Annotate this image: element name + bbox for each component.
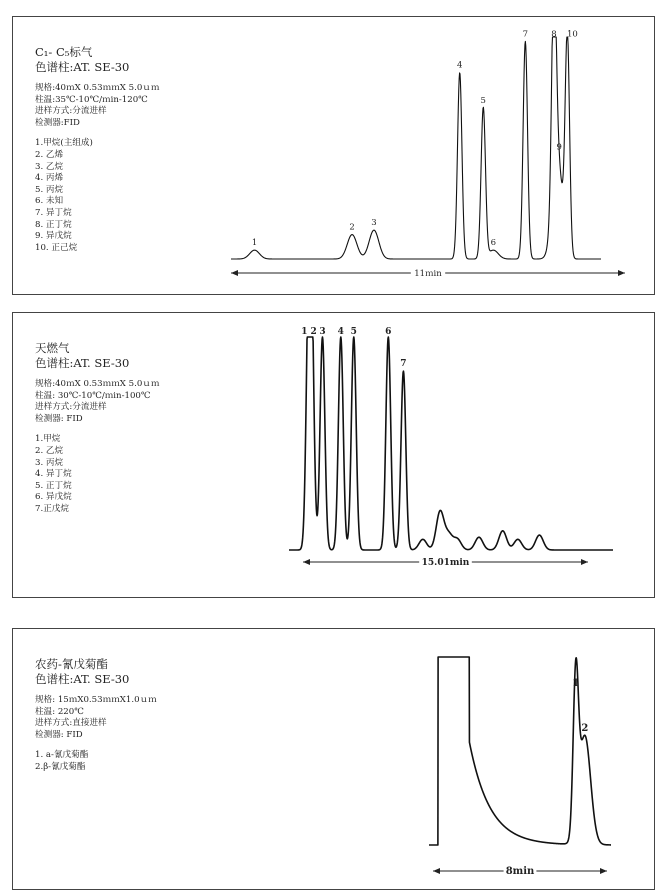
- panel-title: 天燃气: [35, 341, 70, 355]
- axis-arrow-left: [231, 270, 238, 276]
- chromatogram-chart-2: [13, 313, 656, 599]
- component-item: 6. 异戊烷: [35, 492, 72, 503]
- component-item: 5. 正丁烷: [35, 480, 72, 491]
- axis-arrow-right: [581, 559, 588, 565]
- spec-injection: 进样方式:直接进样: [35, 718, 107, 729]
- peak-label: 1: [301, 327, 308, 337]
- peak-label: 3: [319, 327, 326, 337]
- chromatogram-panel-c1-c5: [12, 16, 655, 295]
- peak-label: 10: [566, 29, 578, 40]
- component-item: 4. 丙烯: [35, 173, 64, 184]
- peak-label: 3: [371, 218, 377, 229]
- peak-label: 2: [349, 222, 355, 233]
- component-item: 8. 正丁烷: [35, 219, 72, 230]
- axis-arrow-left: [433, 868, 440, 874]
- component-item: 3. 乙烷: [35, 161, 64, 172]
- spec-injection: 进样方式:分流进样: [35, 106, 107, 117]
- peak-label: 4: [457, 60, 463, 71]
- spec-detector: 检测器:FID: [35, 117, 80, 128]
- time-axis-label: 11ｍin: [414, 269, 442, 279]
- peak-label: 5: [350, 327, 357, 337]
- column-label: 色谱柱:AT. SE-30: [35, 672, 130, 686]
- component-item: 1.甲烷(主组成): [35, 138, 93, 149]
- chromatogram-chart-1: [13, 17, 656, 296]
- component-item: 2. 乙烯: [35, 149, 64, 160]
- spec-detector: 检测器: FID: [35, 413, 83, 424]
- component-item: 10. 正己烷: [35, 242, 78, 253]
- chromatogram-trace: [429, 657, 611, 845]
- component-item: 5. 丙烷: [35, 184, 64, 195]
- component-item: 9. 异戊烷: [35, 231, 72, 242]
- peak-label: 5: [480, 96, 486, 107]
- peak-label: 1: [251, 238, 258, 249]
- spec-size: 规格:40ｍX 0.53ｍｍX 5.0ｕｍ: [35, 83, 160, 93]
- peak-label: 2: [310, 327, 317, 337]
- peak-label: 6: [385, 327, 392, 337]
- panel-title: 农药-氰戊菊酯: [35, 657, 108, 671]
- axis-arrow-right: [600, 868, 607, 874]
- component-item: 4. 异丁烷: [35, 469, 72, 480]
- spec-temperature: 柱温:35℃-10℃/ｍin-120℃: [35, 94, 148, 105]
- component-item: 7. 异丁烷: [35, 207, 72, 218]
- component-item: 1.甲烷: [35, 434, 61, 445]
- chromatogram-trace: [231, 37, 601, 259]
- chromatogram-panel-fenvalerate: [12, 628, 655, 890]
- chromatogram-panel-natural-gas: [12, 312, 655, 598]
- peak-label: 1: [572, 677, 580, 689]
- component-item: 2.β-氰戊菊酯: [35, 761, 86, 772]
- spec-detector: 检测器: FID: [35, 729, 83, 740]
- axis-arrow-left: [303, 559, 310, 565]
- spec-size: 规格: 15ｍX0.53ｍｍX1.0ｕｍ: [35, 695, 157, 705]
- time-axis-label: 8min: [505, 866, 535, 877]
- component-item: 2. 乙烷: [35, 445, 64, 456]
- component-item: 1. a-氰戊菊酯: [35, 750, 89, 761]
- peak-label: 4: [337, 327, 344, 337]
- spec-temperature: 柱温: 30℃-10℃/ｍin-100℃: [35, 390, 151, 401]
- spec-injection: 进样方式:分流进样: [35, 402, 107, 413]
- panel-title: C₁- C₅标气: [35, 45, 93, 59]
- peak-label: 7: [400, 359, 407, 370]
- axis-arrow-right: [618, 270, 625, 276]
- peak-label: 9: [556, 142, 562, 153]
- peak-label: 2: [581, 722, 589, 734]
- component-item: 6. 未知: [35, 196, 64, 207]
- peak-label: 8: [551, 29, 557, 40]
- chromatogram-chart-3: [13, 629, 656, 891]
- spec-size: 规格:40ｍX 0.53ｍｍX 5.0ｕｍ: [35, 379, 160, 389]
- component-item: 7.正戊烷: [35, 503, 69, 514]
- peak-label: 7: [522, 29, 529, 40]
- chromatogram-trace: [289, 337, 613, 550]
- column-label: 色谱柱:AT. SE-30: [35, 60, 130, 74]
- peak-label: 6: [490, 238, 497, 249]
- time-axis-label: 15.01min: [421, 558, 470, 568]
- column-label: 色谱柱:AT. SE-30: [35, 356, 130, 370]
- spec-temperature: 柱温: 220℃: [35, 706, 84, 717]
- component-item: 3. 丙烷: [35, 457, 64, 468]
